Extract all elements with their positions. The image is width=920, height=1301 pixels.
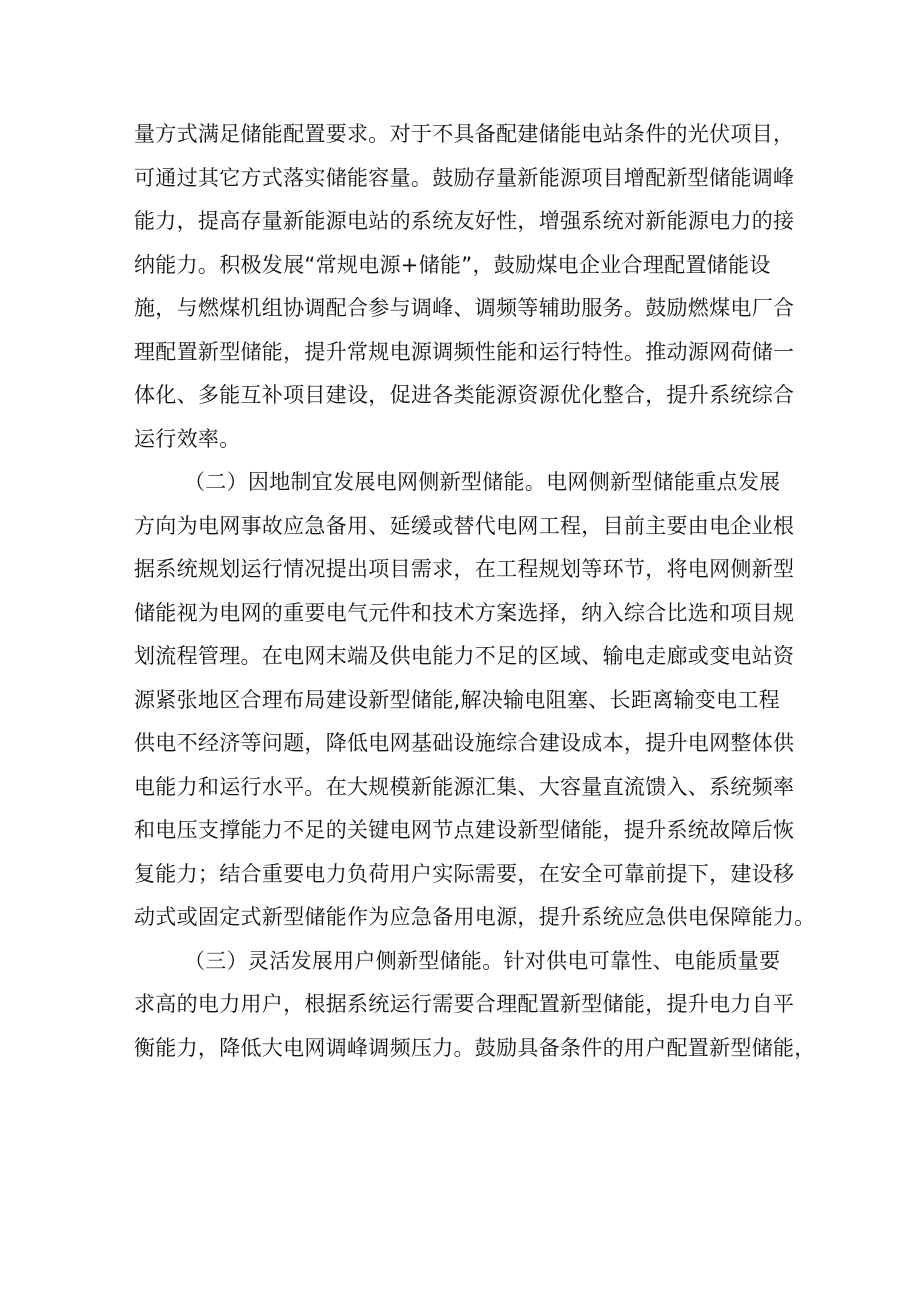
section-heading-line: （三）灵活发展用户侧新型储能。针对供电可靠性、电能质量要	[184, 948, 781, 973]
text-line: 和电压支撑能力不足的关键电网节点建设新型储能，提升系统故障后恢	[134, 818, 795, 842]
text-line: 储能视为电网的重要电气元件和技术方案选择，纳入综合比选和项目规	[134, 600, 795, 625]
text-line: 动式或固定式新型储能作为应急备用电源，提升系统应急供电保障能力。	[134, 905, 816, 929]
body-text	[134, 113, 816, 1070]
text-line: 据系统规划运行情况提出项目需求，在工程规划等环节，将电网侧新型	[134, 557, 795, 581]
text-line: 源紧张地区合理布局建设新型储能,解决输电阻塞、长距离输变电工程	[134, 687, 780, 712]
text-line: 电能力和运行水平。在大规模新能源汇集、大容量直流馈入、系统频率	[134, 774, 795, 799]
text-line: 可通过其它方式落实储能容量。鼓励存量新能源项目增配新型储能调峰	[134, 165, 795, 190]
section-heading-line: （二）因地制宜发展电网侧新型储能。电网侧新型储能重点发展	[184, 470, 781, 494]
text-line: 求高的电力用户，根据系统运行需要合理配置新型储能，提升电力自平	[134, 992, 795, 1016]
text-line: 施，与燃煤机组协调配合参与调峰、调频等辅助服务。鼓励燃煤电厂合	[134, 296, 795, 320]
text-line: 纳能力。积极发展“常规电源+储能”，鼓励煤电企业合理配置储能设	[134, 252, 771, 277]
text-line: 运行效率。	[134, 426, 241, 451]
text-line: 划流程管理。在电网末端及供电能力不足的区域、输电走廊或变电站资	[134, 644, 795, 668]
text-line: 方向为电网事故应急备用、延缓或替代电网工程，目前主要由电企业根	[134, 513, 795, 538]
text-line: 能力，提高存量新能源电站的系统友好性，增强系统对新能源电力的接	[134, 209, 795, 233]
text-line: 量方式满足储能配置要求。对于不具备配建储能电站条件的光伏项目，	[134, 122, 795, 146]
text-line: 复能力；结合重要电力负荷用户实际需要，在安全可靠前提下，建设移	[134, 861, 795, 886]
text-line: 体化、多能互补项目建设，促进各类能源资源优化整合，提升系统综合	[134, 383, 795, 407]
text-line: 衡能力，降低大电网调峰调频压力。鼓励具备条件的用户配置新型储能，	[134, 1035, 816, 1060]
text-line: 供电不经济等问题，降低电网基础设施综合建设成本，提升电网整体供	[134, 731, 795, 755]
text-line: 理配置新型储能，提升常规电源调频性能和运行特性。推动源网荷储一	[134, 339, 795, 364]
